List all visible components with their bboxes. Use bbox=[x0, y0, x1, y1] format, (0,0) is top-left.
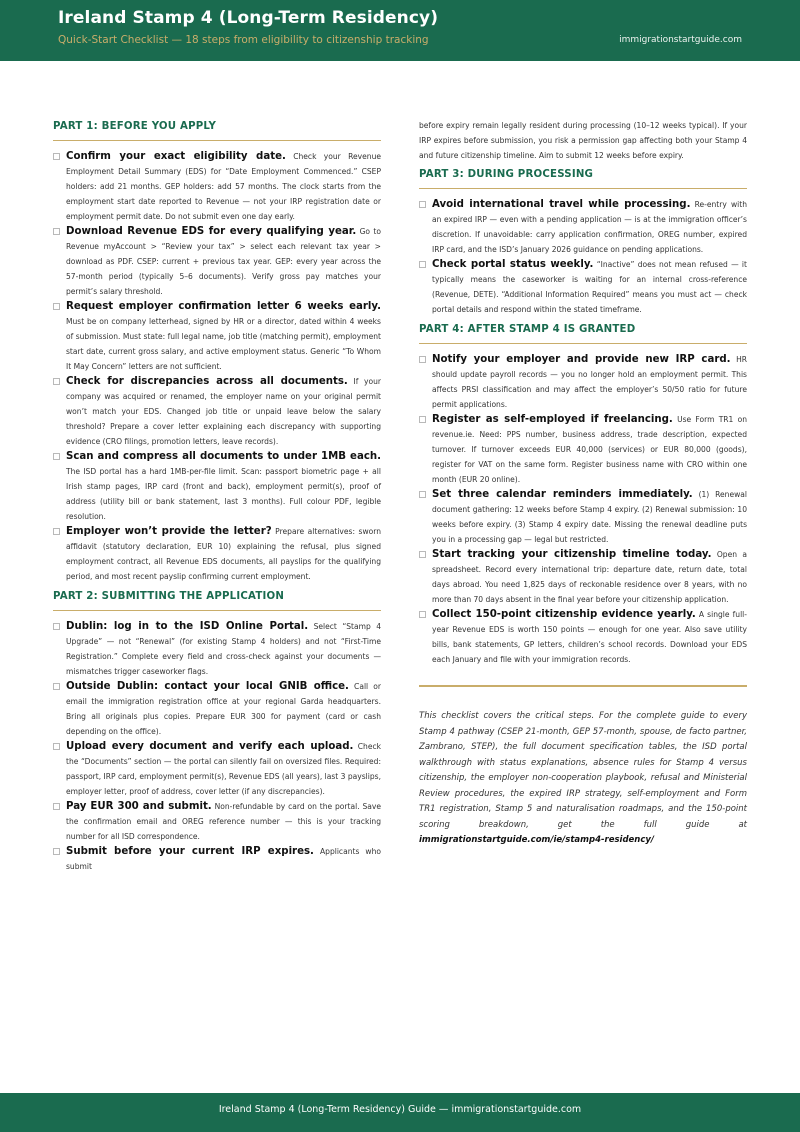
item-title: Set three calendar reminders immediately. bbox=[432, 489, 693, 500]
page-footer bbox=[0, 1093, 800, 1132]
item-text: Non-refundable by card on the portal. Save the confirmation email and OREG reference number — this is your tracking number for all ISD correspondence. bbox=[66, 802, 381, 841]
checkbox-icon[interactable] bbox=[53, 743, 60, 750]
checklist-item bbox=[53, 374, 381, 449]
item-text: Prepare alternatives: sworn affidavit (statutory declaration, EUR 10) explaining the refusal, plus signed employment contract, all Revenue EDS documents, all payslips for the qualifying period, and most recent payslip confirming current employment. bbox=[66, 527, 381, 581]
item-text: Use Form TR1 on revenue.ie. Need: PPS number, business address, trade description, expected turnover. If turnover exceeds EUR 40,000 (services) or EUR 80,000 (goods), register for VAT on the same form. Register business name with CRO within one month (EUR 20 online). bbox=[432, 415, 747, 484]
checklist-item bbox=[419, 257, 747, 317]
checklist-item bbox=[53, 299, 381, 374]
closing-note bbox=[419, 709, 747, 849]
item-title: Notify your employer and provide new IRP card. bbox=[432, 354, 731, 365]
checkbox-icon[interactable] bbox=[53, 623, 60, 630]
item-text: (1) Renewal document gathering: 12 weeks before Stamp 4 expiry. (2) Renewal submission: 10 weeks before expiry. (3) Stamp 4 expiry date. Missing the renewal deadline puts you in a processing gap — legal but restricted. bbox=[432, 490, 747, 544]
item-title: Start tracking your citizenship timeline today. bbox=[432, 549, 712, 560]
checkbox-icon[interactable] bbox=[53, 848, 60, 855]
item-title: Register as self-employed if freelancing. bbox=[432, 414, 673, 425]
right-column bbox=[419, 118, 747, 857]
checkbox-icon[interactable] bbox=[419, 356, 426, 363]
item-title: Submit before your current IRP expires. bbox=[66, 846, 314, 857]
item-title: Avoid international travel while processing. bbox=[432, 199, 691, 210]
footer-text: Ireland Stamp 4 (Long-Term Residency) Guide — immigrationstartguide.com bbox=[218, 1104, 582, 1115]
document-title: Ireland Stamp 4 (Long-Term Residency) bbox=[58, 8, 439, 28]
checklist-item bbox=[419, 352, 747, 412]
checklist-item bbox=[53, 844, 381, 874]
closing-divider bbox=[419, 685, 747, 687]
item-title: Check portal status weekly. bbox=[432, 259, 594, 270]
item-text: Check your Revenue Employment Detail Summary (EDS) for “Date Employment Commenced.” CSEP holders: add 21 months. GEP holders: add 57 months. The clock starts from the employment start date reported to Revenue — not your IRP registration date or employment permit date. Do not submit even one day early. bbox=[66, 152, 381, 221]
checkbox-icon[interactable] bbox=[419, 201, 426, 208]
part2-heading: PART 2: SUBMITTING THE APPLICATION bbox=[53, 588, 381, 611]
item-text: Call or email the immigration registration office at your regional Garda headquarters. Bring all originals plus copies. Prepare EUR 300 for payment (card or cash depending on the office). bbox=[66, 682, 381, 736]
item-text: The ISD portal has a hard 1MB-per-file limit. Scan: passport biometric page + all Irish stamp pages, IRP card (front and back), employment permit(s), proof of address (utility bill or bank statement, last 3 months). Full colour PDF, legible resolution. bbox=[66, 467, 381, 521]
checklist-item bbox=[419, 547, 747, 607]
part2-list bbox=[53, 619, 381, 874]
item-text: Open a spreadsheet. Record every international trip: departure date, return date, total days abroad. You need 1,825 days of reckonable residence over 8 years, with no more than 70 days absent in the final year before your citizenship application. bbox=[432, 550, 748, 604]
item-text: A single full-year Revenue EDS is worth 150 points — enough for one year. Also save utility bills, bank statements, GP letters, children’s school records. Download your EDS each January and file with your immigration records. bbox=[432, 610, 747, 664]
item-title: Dublin: log in to the ISD Online Portal. bbox=[66, 621, 309, 632]
checkbox-icon[interactable] bbox=[53, 803, 60, 810]
part2-continuation-text: before expiry remain legally resident during processing (10–12 weeks typical). If your IRP expires before submission, you risk a permission gap affecting both your Stamp 4 and future citizenship timeline. Aim to submit 12 weeks before expiry. bbox=[419, 121, 747, 160]
item-title: Pay EUR 300 and submit. bbox=[66, 801, 212, 812]
item-title: Outside Dublin: contact your local GNIB office. bbox=[66, 681, 349, 692]
part1-heading: PART 1: BEFORE YOU APPLY bbox=[53, 118, 381, 141]
item-title: Request employer confirmation letter 6 weeks early. bbox=[66, 301, 381, 312]
part3-list bbox=[419, 197, 747, 317]
checkbox-icon[interactable] bbox=[419, 551, 426, 558]
part1-list bbox=[53, 149, 381, 584]
checkbox-icon[interactable] bbox=[419, 491, 426, 498]
page-header bbox=[0, 0, 800, 61]
checkbox-icon[interactable] bbox=[53, 683, 60, 690]
checklist-item bbox=[53, 224, 381, 299]
part4-heading: PART 4: AFTER STAMP 4 IS GRANTED bbox=[419, 321, 747, 344]
checklist-item bbox=[53, 799, 381, 844]
checkbox-icon[interactable] bbox=[53, 528, 60, 535]
closing-text: This checklist covers the critical steps. For the complete guide to every Stamp 4 pathway (CSEP 21-month, GEP 57-month, spouse, de facto partner, Zambrano, STEP), the full document specification tables, the ISD portal walkthrough with status explanations, absence rules for Stamp 4 versus citizenship, the employer non-cooperation playbook, refusal and Ministerial Review procedures, the expired IRP strategy, self-employment and Form TR1 registration, Stamp 5 and naturalisation roadmaps, and the 150-point scoring breakdown, get the full guide at bbox=[419, 711, 747, 830]
item-title: Employer won’t provide the letter? bbox=[66, 526, 272, 537]
item-text: Must be on company letterhead, signed by HR or a director, dated within 4 weeks of submission. Must state: full legal name, job title (matching permit), employment start date, current gross salary, and active employment status. Generic “To Whom It May Concern” letters are not sufficient. bbox=[66, 317, 381, 371]
left-column bbox=[53, 118, 381, 874]
checklist-item bbox=[53, 449, 381, 524]
checkbox-icon[interactable] bbox=[53, 228, 60, 235]
document-subtitle: Quick-Start Checklist — 18 steps from eligibility to citizenship tracking bbox=[58, 34, 429, 46]
checkbox-icon[interactable] bbox=[419, 611, 426, 618]
checklist-item bbox=[53, 524, 381, 584]
checkbox-icon[interactable] bbox=[53, 303, 60, 310]
checkbox-icon[interactable] bbox=[53, 453, 60, 460]
checklist-item bbox=[419, 607, 747, 667]
checklist-item bbox=[53, 619, 381, 679]
checklist-item bbox=[419, 412, 747, 487]
item-text: Re-entry with an expired IRP — even with a pending application — is at the immigration officer’s discretion. If unavoidable: carry application confirmation, OREG number, expired IRP card, and the ISD’s January 2026 guidance on pending applications. bbox=[432, 200, 747, 254]
part4-list bbox=[419, 352, 747, 667]
checkbox-icon[interactable] bbox=[53, 378, 60, 385]
checkbox-icon[interactable] bbox=[419, 261, 426, 268]
item-text: Check the “Documents” section — the portal can silently fail on oversized files. Required: passport, IRP card, employment permit(s), Revenue EDS (all years), last 3 payslips, employer letter, proof of address, cover letter (if any discrepancies). bbox=[66, 742, 381, 796]
checklist-item bbox=[419, 197, 747, 257]
item-text: HR should update payroll records — you no longer hold an employment permit. This affects PRSI classification and may affect the employer’s 50/50 ratio for future permit applications. bbox=[432, 355, 747, 409]
item-title: Confirm your exact eligibility date. bbox=[66, 151, 286, 162]
item-title: Collect 150-point citizenship evidence yearly. bbox=[432, 609, 696, 620]
item-title: Upload every document and verify each upload. bbox=[66, 741, 354, 752]
item-text: “Inactive” does not mean refused — it typically means the caseworker is waiting for an internal cross-reference (Revenue, DETE). “Additional Information Required” means you must act — check portal details and respond within the stated timeframe. bbox=[432, 260, 747, 314]
item-text: Go to Revenue myAccount > “Review your tax” > select each relevant tax year > download as PDF. CSEP: current + previous tax year. GEP: every year across the 57-month period (typically 5–6 documents). Verify gross pay matches your permit’s salary threshold. bbox=[66, 227, 381, 296]
checklist-item bbox=[53, 149, 381, 224]
checkbox-icon[interactable] bbox=[53, 153, 60, 160]
checklist-item bbox=[53, 679, 381, 739]
item-title: Download Revenue EDS for every qualifying year. bbox=[66, 226, 357, 237]
item-title: Check for discrepancies across all documents. bbox=[66, 376, 348, 387]
part3-heading: PART 3: DURING PROCESSING bbox=[419, 166, 747, 189]
header-site-url: immigrationstartguide.com bbox=[619, 35, 742, 45]
full-guide-link[interactable]: immigrationstartguide.com/ie/stamp4-residency/ bbox=[419, 835, 655, 845]
item-text: Select “Stamp 4 Upgrade” — not “Renewal” (for existing Stamp 4 holders) and not “First-Time Registration.” Complete every field and cross-check against your documents — mismatches trigger caseworker flags. bbox=[66, 622, 381, 676]
checklist-item bbox=[53, 739, 381, 799]
checkbox-icon[interactable] bbox=[419, 416, 426, 423]
item-title: Scan and compress all documents to under 1MB each. bbox=[66, 451, 381, 462]
item-text: If your company was acquired or renamed, the employer name on your original permit won’t match your EDS. Changed job title or unpaid leave below the salary threshold? Prepare a cover letter explaining each discrepancy with supporting evidence (CRO filings, promotion letters, leave records). bbox=[66, 377, 381, 446]
item-text: Applicants who submit bbox=[66, 847, 382, 871]
checklist-item bbox=[419, 487, 747, 547]
